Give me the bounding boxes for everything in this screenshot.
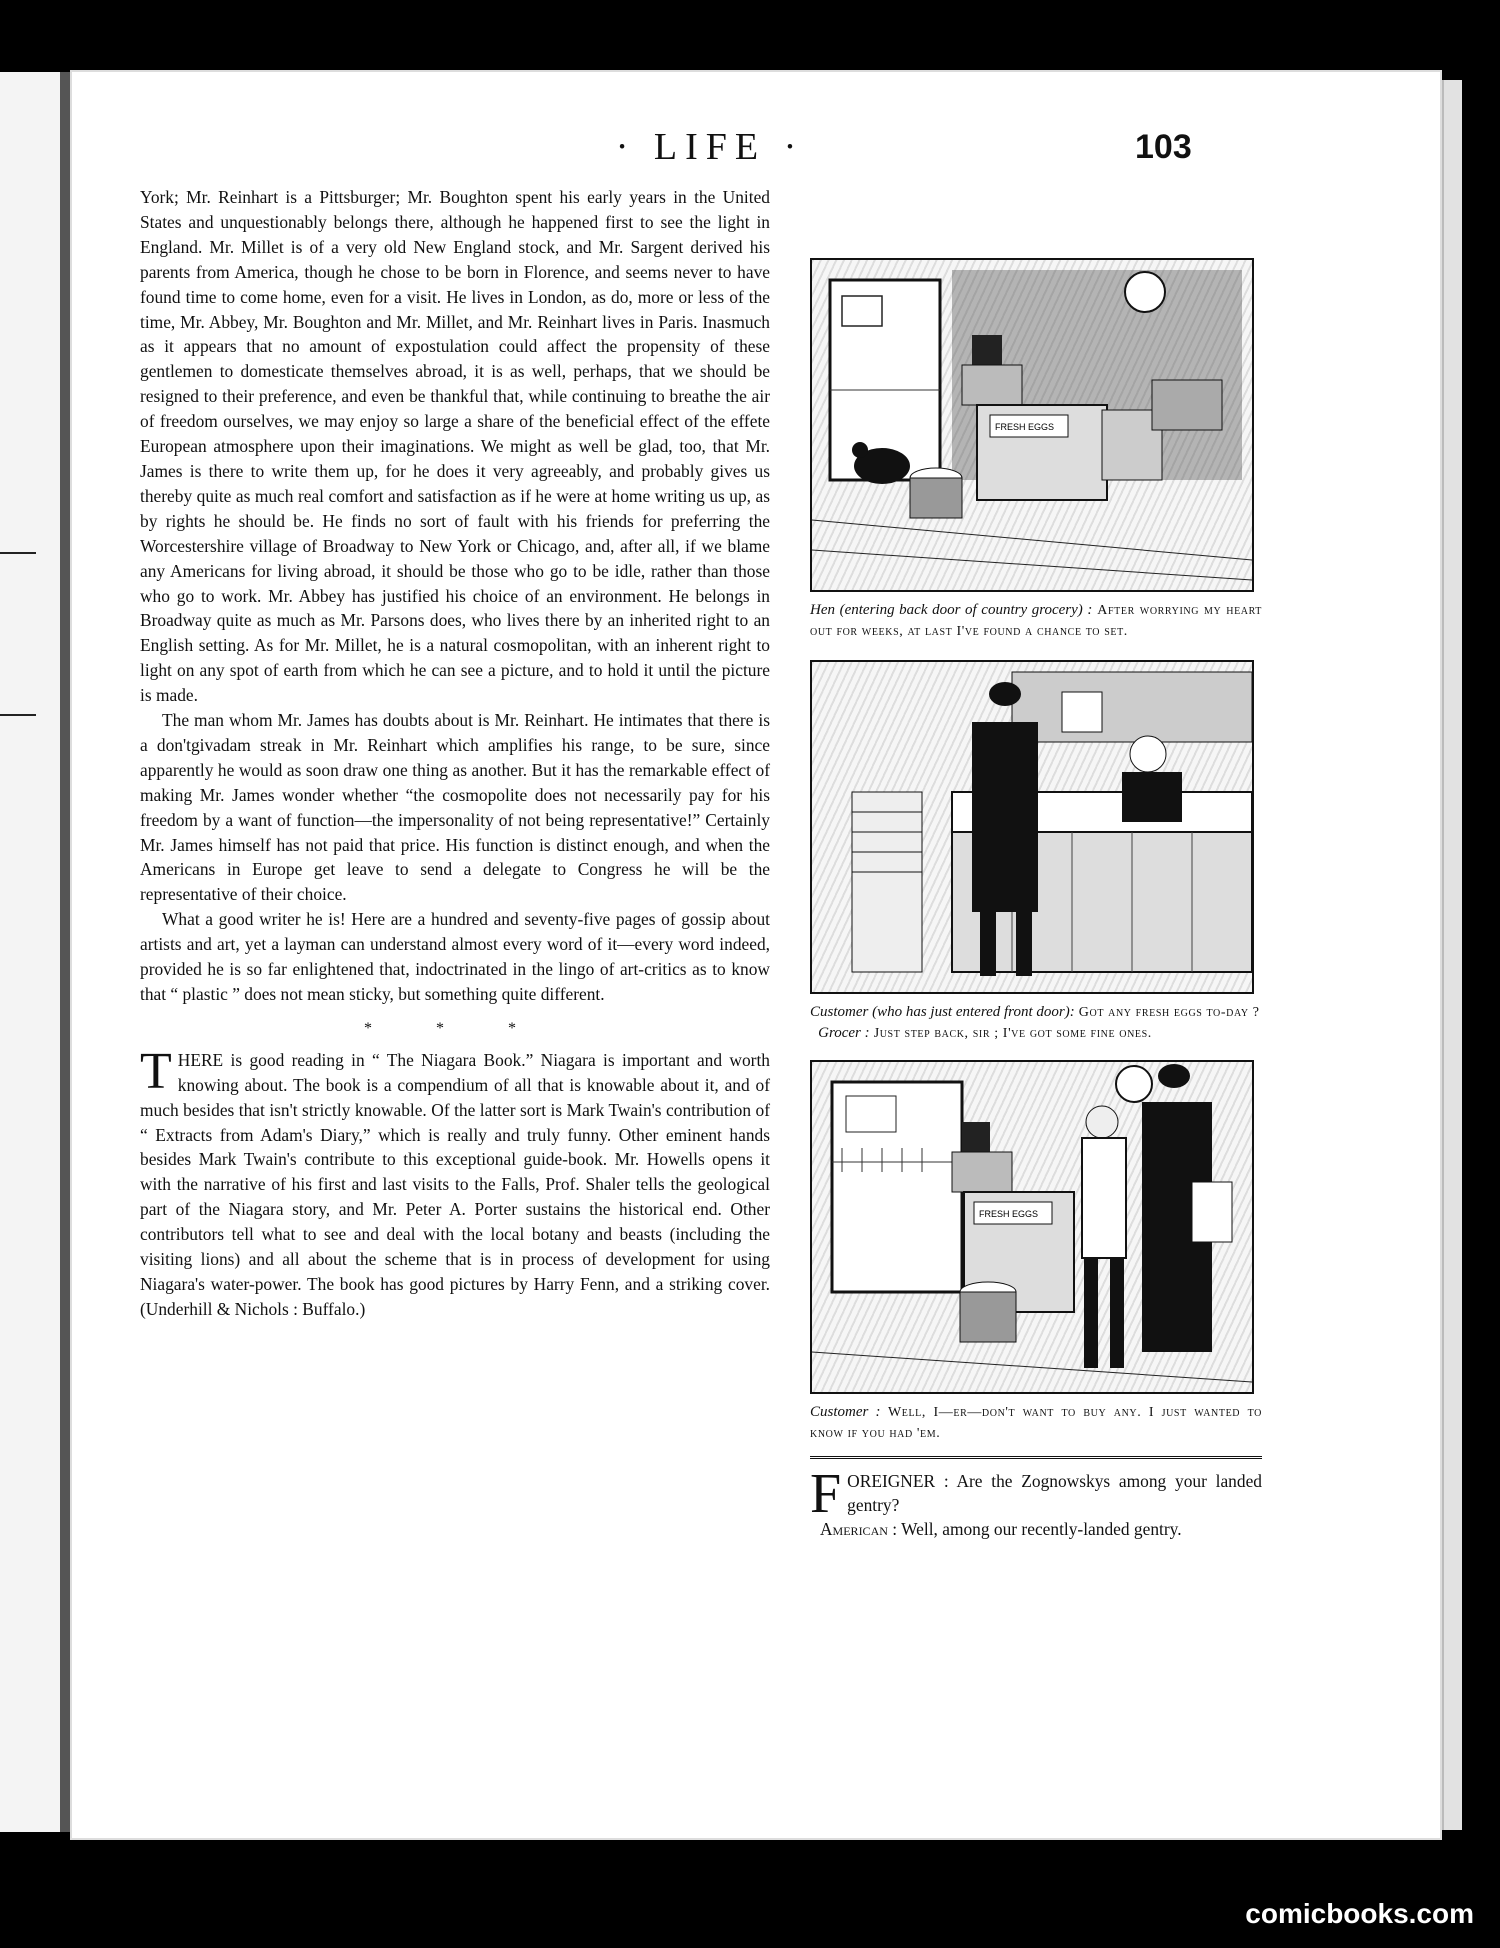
customer-line-3: Well, I—er—don't want to buy any. I just wanted to know if you had 'em.	[810, 1405, 1262, 1441]
caption-panel-3	[810, 1402, 1262, 1444]
hen-speaker: Hen (entering back door of country grocery) :	[810, 602, 1093, 618]
grocer-line: Just step back, sir ; I've got some fine ones.	[873, 1026, 1152, 1041]
grocer-speaker: Grocer :	[818, 1025, 870, 1041]
page-stack-edge	[1442, 80, 1462, 1830]
grocer-illustration	[812, 662, 1252, 992]
customer-illustration	[812, 1062, 1252, 1392]
fresh-eggs-sign: FRESH EGGS	[995, 422, 1055, 432]
customer-speaker: Customer (who has just entered front door):	[810, 1004, 1075, 1020]
cartoon-panel-hen	[810, 258, 1254, 592]
dropcap-f: F	[810, 1463, 842, 1525]
customer-line: Got any fresh eggs to-day ?	[1078, 1005, 1260, 1020]
caption-panel-2	[810, 1002, 1262, 1044]
left-text-column	[140, 185, 770, 1322]
page-number: 103	[1135, 128, 1192, 166]
joke-foreigner	[810, 1463, 1262, 1525]
paragraph-niagara	[140, 1042, 770, 1322]
right-cartoon-column	[810, 258, 1262, 1541]
facing-page-illustration-fragment	[0, 552, 36, 716]
watermark-logo: comicbooks.com	[1245, 1898, 1474, 1929]
cartoon-panel-grocer	[810, 660, 1254, 994]
foreigner-speaker: OREIGNER :	[847, 1471, 949, 1491]
caption-panel-1	[810, 600, 1262, 642]
dropcap-t: T	[140, 1042, 172, 1100]
cartoon-panel-customer	[810, 1060, 1254, 1394]
paragraph-james-1: York; Mr. Reinhart is a Pittsburger; Mr. Boughton spent his early years in the United States and unquestionably belongs there, although he happened first to see the light in England. Mr. Millet is of a very old New England stock, and Mr. Sargent derived his parents from America, though he chose to be born in Florence, and seems never to have found time to come home, even for a visit. He lives in London, as do, more or less of the time, Mr. Abbey, Mr. Boughton and Mr. Millet, and Mr. Reinhart lives in Paris. Inasmuch as it appears that no amount of expostulation could affect the propensity of these gentlemen to domesticate themselves abroad, it is as well, perhaps, that we should be resigned to their preference, and even be thankful that, while continuing to breathe the air of freedom ourselves, we may enjoy so large a share of the beneficial effect of the effete European atmosphere upon their imaginations. We might as well be glad, too, that Mr. James is there to write them up, for he does it very agreeably, and probably gives us thereby quite as much real comfort and satisfaction as if he were at home writing us up, as by rights he should be. He finds no sort of fault with his friends for preferring the Worcestershire village of Broadway to New York or Chicago, and, after all, if we blame any Americans for living abroad, it should be those who go to be idle, rather than those who go to work. Mr. Abbey has justified his choice of an environment. He belongs in Broadway quite as much as Mr. Parsons does, who lives there by an inherited right to an English setting. As for Mr. Millet, he is a natural cosmopolitan, with an inherent right to light on any spot of earth from which he can see a picture, and to hold it until the picture is made.	[140, 187, 770, 706]
masthead: · LIFE ·	[615, 126, 805, 168]
fresh-eggs-sign-2: FRESH EGGS	[979, 1209, 1039, 1219]
paragraph-james-2: The man whom Mr. James has doubts about is Mr. Reinhart. He intimates that there is a don'tgivadam streak in Mr. Reinhart which amplifies his range, to be sure, since apparently he would as soon draw one thing as another. But it has the remarkable effect of making Mr. James wonder whether “the cosmopolite does not necessarily pay for his freedom by a want of function—the impersonality of not being representative!” Certainly Mr. James himself has not paid that price. His function is distinct enough, and when the Americans in Europe get leave to send a delegate to Congress he will be the representative of their choice.	[140, 710, 770, 905]
hen-illustration	[812, 260, 1252, 590]
double-rule-divider	[810, 1456, 1262, 1459]
american-speaker: American :	[820, 1519, 898, 1539]
niagara-text: HERE is good reading in “ The Niagara Book.” Niagara is important and worth knowing about. The book is a compendium of all that is knowable about it, and of much besides that isn't strictly knowable. Of the latter sort is Mark Twain's contribution of “ Extracts from Adam's Diary,” which is really and truly funny. Other eminent hands besides Mark Twain's contribute to this exceptional guide-book. Mr. Howells opens it with the narrative of his first and last visits to the Falls, Prof. Shaler tells the geological part of the Niagara story, and Mr. Peter A. Porter sustains the historical end. Other contributors tell what to see and deal with the local botany and beasts (including the visiting lions) and all about the scheme that is in process of development for using Niagara's water-power. The book has good pictures by Harry Fenn, and a striking cover. (Underhill & Nichols : Buffalo.)	[140, 1049, 770, 1319]
paragraph-james-3: What a good writer he is! Here are a hundred and seventy-five pages of gossip about artists and art, yet a layman can understand almost every word of it—every word indeed, provided he is so far enlightened that, indoctrinated in the lingo of art-critics as to know that “ plastic ” does not mean sticky, but something quite different.	[140, 909, 770, 1004]
customer-speaker-3: Customer :	[810, 1404, 881, 1420]
facing-page-edge	[0, 72, 70, 1832]
joke-american	[810, 1517, 1262, 1541]
hen-line: After worrying my heart out for weeks, at last I've found a chance to set.	[810, 603, 1262, 639]
american-answer: Well, among our recently-landed gentry.	[901, 1519, 1182, 1539]
section-separator: * * *	[364, 1019, 546, 1037]
foreigner-question: Are the Zognowskys among your landed gentry?	[847, 1471, 1262, 1515]
